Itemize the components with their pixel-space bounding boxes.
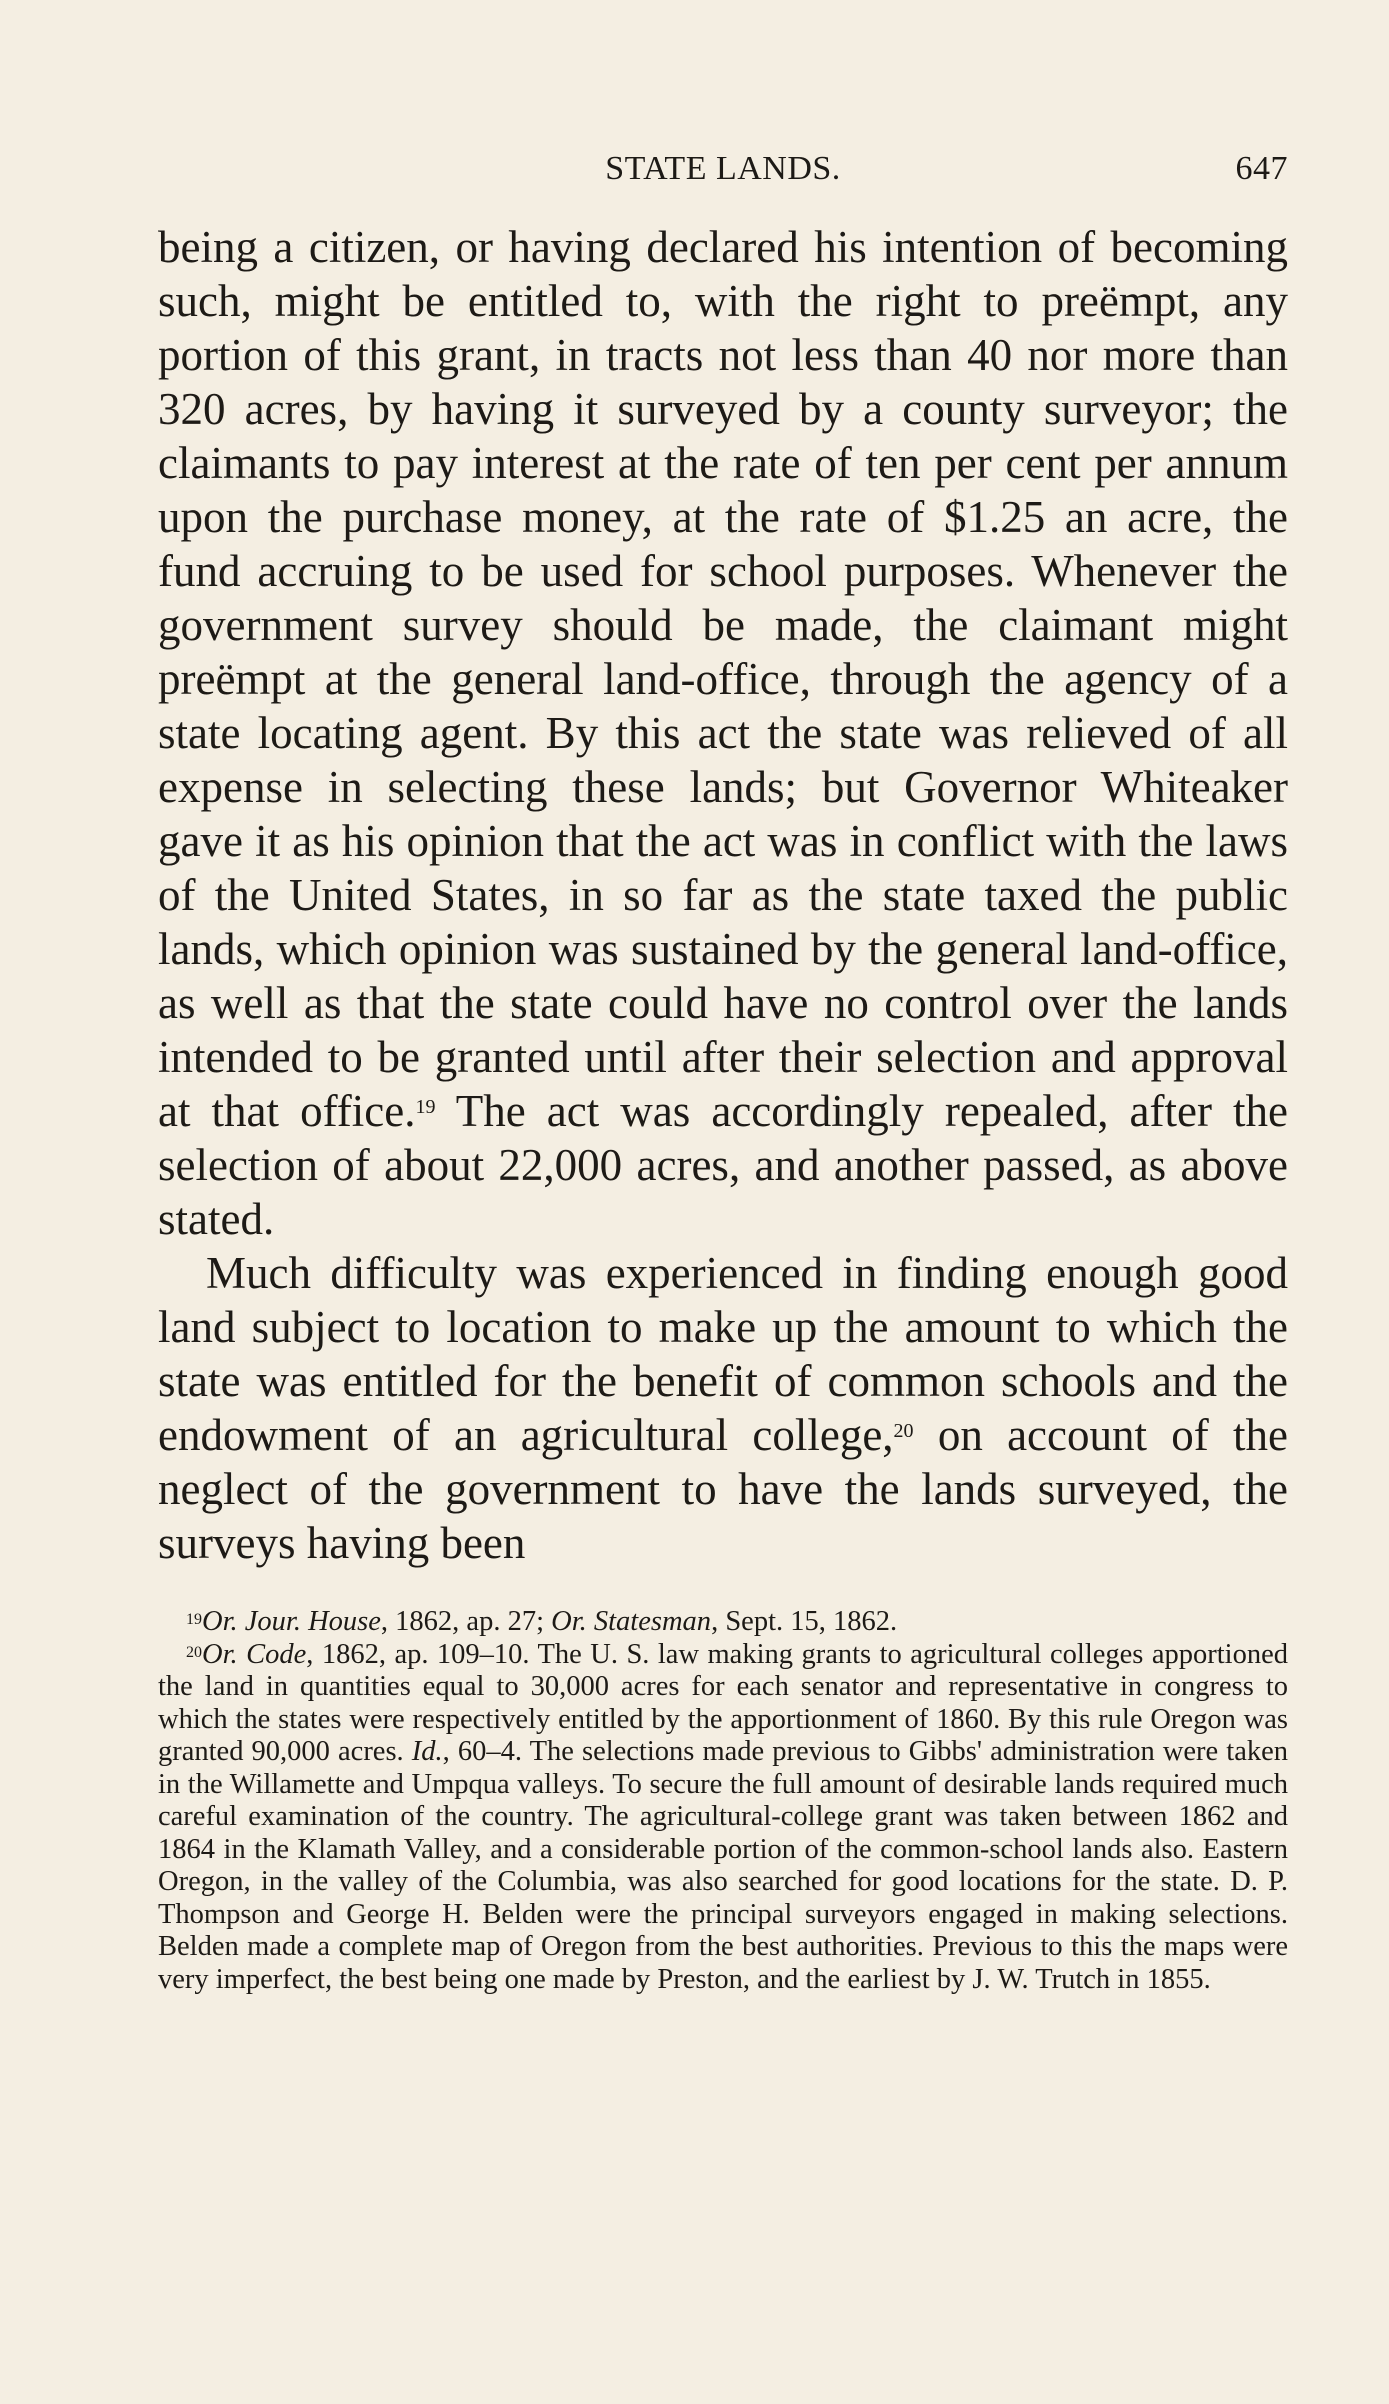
main-text xyxy=(158,220,1288,1570)
footnote-number: 20 xyxy=(186,1643,202,1661)
footnote-citation-title: Or. Statesman xyxy=(551,1606,712,1637)
footnote-ref-19[interactable]: 19 xyxy=(415,1096,436,1118)
book-page xyxy=(158,150,1288,1996)
footnote-text: , 1862, ap. 27; xyxy=(380,1606,552,1637)
paragraph-2-text-b: on account of the neglect of the government to have the lands surveyed, the surveys having been xyxy=(158,1410,1288,1568)
footnote-text: , 1862, ap. 109–10. The U. S. law making grants to agricultural colleges apportioned the land in quantities equal to 30,000 acres for each senator and representative in congress to which the states were respectively entitled by the apportionment of 1860. By this rule Oregon was granted 90,000 acres. xyxy=(158,1638,1288,1767)
paragraph-2-text-a: Much difficulty was experienced in finding enough good land subject to location to make up the amount to which the state was entitled for the benefit of common schools and the endowment of an agricultural college, xyxy=(158,1248,1288,1460)
footnote-20 xyxy=(158,1639,1288,1997)
footnotes xyxy=(158,1606,1288,1996)
footnote-citation-title: Or. Code xyxy=(202,1638,307,1670)
footnote-ref-20[interactable]: 20 xyxy=(893,1420,914,1442)
paragraph-2 xyxy=(158,1246,1288,1570)
paragraph-1 xyxy=(158,220,1288,1246)
paragraph-1-text-b: The act was accordingly repealed, after the selection of about 22,000 acres, and another passed, as above stated. xyxy=(158,1086,1289,1244)
paragraph-1-text-a: being a citizen, or having declared his intention of becoming such, might be entitled to, with the right to preëmpt, any portion of this grant, in tracts not less than 40 nor more than 320 acres, by having it surveyed by a county surveyor; the claimants to pay interest at the rate of ten per cent per annum upon the purchase money, at the rate of $1.25 an acre, the fund accruing to be used for school purposes. Whenever the government survey should be made, the claimant might preëmpt at the general land-office, through the agency of a state locating agent. By this act the state was relieved of all expense in selecting these lands; but Governor Whiteaker gave it as his opinion that the act was in conflict with the laws of the United States, in so far as the state taxed the public lands, which opinion was sustained by the general land-office, as well as that the state could have no control over the lands intended to be granted until after their selection and approval at that office. xyxy=(158,222,1288,1136)
page-number: 647 xyxy=(1235,150,1288,187)
footnote-number: 19 xyxy=(186,1611,202,1628)
running-title: STATE LANDS. xyxy=(605,150,841,187)
footnote-text: , 60–4. The selections made previous to Gibbs' administration were taken in the Willamette and Umpqua valleys. To secure the full amount of desirable lands required much careful examination of the country. The agricultural-college grant was taken between 1862 and 1864 in the Klamath Valley, and a considerable portion of the common-school lands also. Eastern Oregon, in the valley of the Columbia, was also searched for good locations for the state. D. P. Thompson and George H. Belden were the principal surveyors engaged in making selections. Belden made a complete map of Oregon from the best authorities. Previous to this the maps were very imperfect, the best being one made by Preston, and the earliest by J. W. Trutch in 1855. xyxy=(158,1736,1289,1995)
footnote-19 xyxy=(158,1606,1288,1639)
footnote-text: , Sept. 15, 1862. xyxy=(711,1606,898,1637)
footnote-citation-title: Or. Jour. House xyxy=(202,1606,381,1637)
running-head xyxy=(158,150,1288,200)
footnote-citation-title: Id. xyxy=(411,1736,443,1767)
